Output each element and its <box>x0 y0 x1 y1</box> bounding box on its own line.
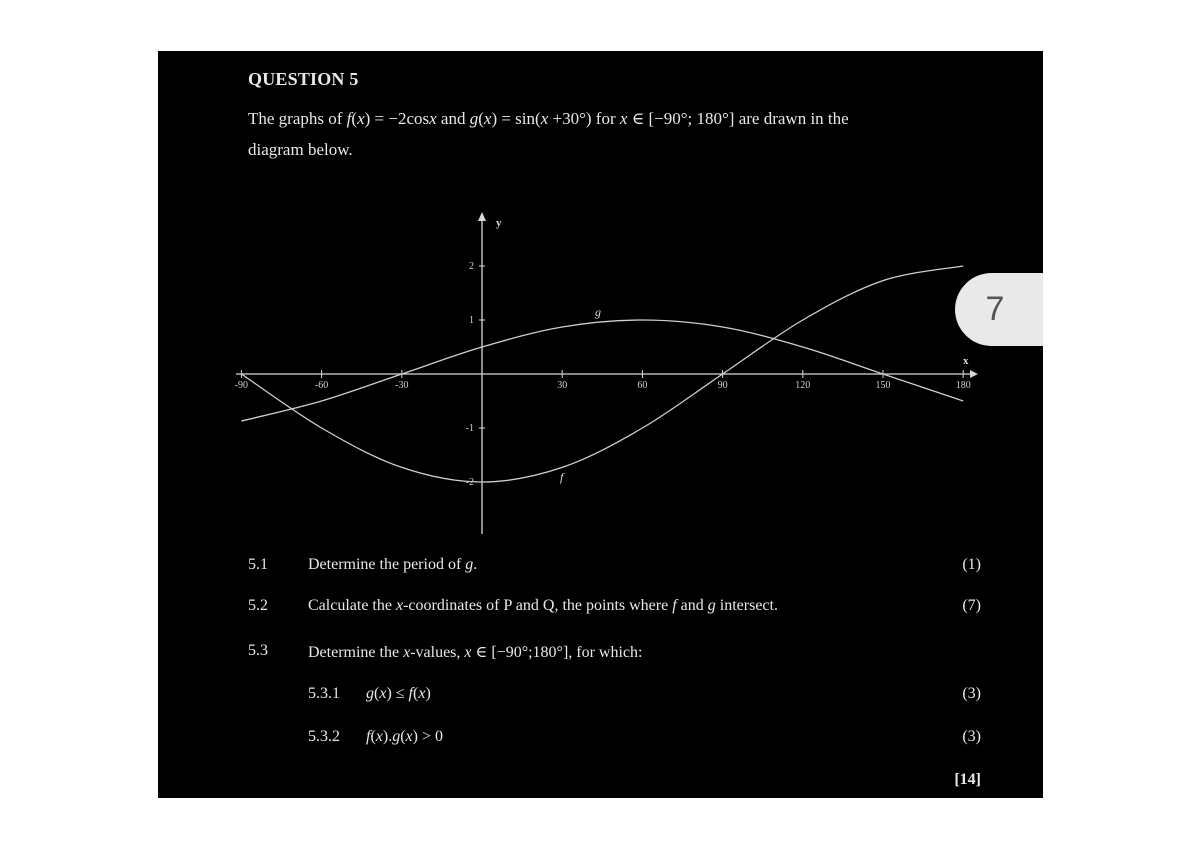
subq-5-2-text: Calculate the x-coordinates of P and Q, the points where f and g intersect. <box>308 597 778 614</box>
y-tick-label: -2 <box>465 477 474 488</box>
trig-graph <box>158 51 1043 551</box>
subq-5-2-marks: (7) <box>962 597 981 614</box>
x-tick-label: 60 <box>637 380 648 391</box>
subq-5-3-2-expr: f(x).g(x) > 0 <box>366 728 444 745</box>
subq-5-3-2-number: 5.3.2 <box>308 728 340 745</box>
x-tick-label: -90 <box>234 380 249 391</box>
subq-5-1-text: Determine the period of g. <box>308 556 478 573</box>
page-number: 7 <box>985 290 1005 328</box>
g-curve <box>241 320 963 421</box>
total-marks: [14] <box>954 771 981 788</box>
subq-5-1-number: 5.1 <box>248 556 268 573</box>
x-axis-arrow <box>970 370 978 378</box>
y-tick-label: 1 <box>469 315 474 326</box>
subq-5-1-marks: (1) <box>962 556 981 573</box>
subq-5-3-1-number: 5.3.1 <box>308 685 340 702</box>
g-curve-label: g <box>595 305 601 319</box>
f-curve-label: f <box>560 470 564 484</box>
y-tick-label: 2 <box>469 261 474 272</box>
y-axis-arrow <box>478 212 486 221</box>
axes <box>236 212 978 534</box>
x-tick-label: 150 <box>875 380 891 391</box>
x-ticks <box>235 370 971 391</box>
subq-5-3-number: 5.3 <box>248 642 268 659</box>
subq-5-3-1-marks: (3) <box>962 685 981 702</box>
page-number-tab[interactable] <box>955 273 1043 346</box>
y-axis-label: y <box>496 217 502 229</box>
x-tick-label: 30 <box>557 380 568 391</box>
x-tick-label: 180 <box>955 380 971 391</box>
x-tick-label: 120 <box>795 380 811 391</box>
intro-line-1: The graphs of f(x) = −2cosx and g(x) = sin(x +30°) for x ∈ [−90°; 180°] are drawn in the <box>248 109 849 128</box>
subq-5-3-text: Determine the x-values, x ∈ [−90°;180°], for which: <box>308 644 643 661</box>
intro-line-2: diagram below. <box>248 140 353 159</box>
subq-5-3-2-marks: (3) <box>962 728 981 745</box>
subq-5-2-number: 5.2 <box>248 597 268 614</box>
x-tick-label: 90 <box>717 380 728 391</box>
x-tick-label: -30 <box>395 380 409 391</box>
x-tick-label: -60 <box>314 380 329 391</box>
question-title: QUESTION 5 <box>248 69 359 89</box>
subq-5-3-1-expr: g(x) ≤ f(x) <box>366 685 431 702</box>
question-sheet <box>158 51 1043 798</box>
y-tick-label: -1 <box>465 423 474 434</box>
x-axis-label: x <box>963 355 969 367</box>
